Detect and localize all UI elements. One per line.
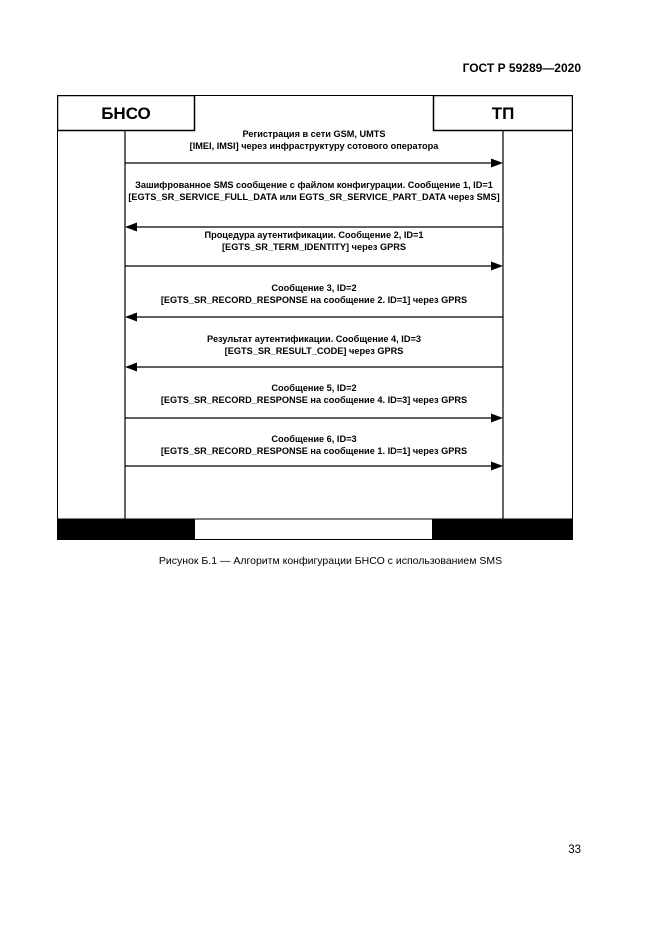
right-actor-label: ТП bbox=[491, 104, 515, 123]
message-line2: [EGTS_SR_RESULT_CODE] через GPRS bbox=[224, 346, 404, 356]
message-arrow-7 bbox=[125, 462, 503, 471]
right-actor-footer bbox=[432, 519, 573, 540]
document-standard-number: ГОСТ Р 59289—2020 bbox=[462, 61, 581, 75]
message-arrow-5 bbox=[125, 363, 503, 372]
message-arrow-6 bbox=[125, 414, 503, 423]
message-label-1 bbox=[125, 128, 503, 152]
message-label-4 bbox=[125, 282, 503, 306]
message-label-2 bbox=[125, 179, 503, 203]
message-line2: [EGTS_SR_TERM_IDENTITY] через GPRS bbox=[222, 242, 406, 252]
message-line1: Процедура аутентификации. Сообщение 2, ID=1 bbox=[204, 230, 424, 240]
message-line1: Результат аутентификации. Сообщение 4, ID=3 bbox=[207, 334, 421, 344]
left-actor-label: БНСО bbox=[101, 104, 151, 123]
figure-caption: Рисунок Б.1 — Алгоритм конфигурации БНСО с использованием SMS bbox=[158, 555, 503, 567]
message-line1: Сообщение 3, ID=2 bbox=[271, 283, 357, 293]
message-label-7 bbox=[125, 433, 503, 457]
message-line2: [EGTS_SR_RECORD_RESPONSE на сообщение 4. ID=3] через GPRS bbox=[160, 395, 468, 405]
message-line2: [EGTS_SR_RECORD_RESPONSE на сообщение 2. ID=1] через GPRS bbox=[160, 295, 468, 305]
message-line2: [EGTS_SR_RECORD_RESPONSE на сообщение 1. ID=1] через GPRS bbox=[160, 446, 468, 456]
message-arrow-3 bbox=[125, 262, 503, 271]
sequence-diagram bbox=[57, 95, 573, 540]
left-actor-footer bbox=[57, 519, 195, 540]
page-number: 33 bbox=[568, 844, 581, 856]
message-arrow-1 bbox=[125, 159, 503, 168]
message-label-6 bbox=[125, 382, 503, 406]
message-arrow-4 bbox=[125, 313, 503, 322]
message-label-3 bbox=[125, 229, 503, 253]
message-line2: [EGTS_SR_SERVICE_FULL_DATA или EGTS_SR_SERVICE_PART_DATA через SMS] bbox=[128, 192, 500, 202]
message-line1: Регистрация в сети GSM, UMTS bbox=[242, 129, 386, 139]
message-line2: [IMEI, IMSI] через инфраструктуру сотового оператора bbox=[189, 141, 439, 151]
message-label-5 bbox=[125, 333, 503, 357]
message-line1: Зашифрованное SMS сообщение с файлом конфигурации. Сообщение 1, ID=1 bbox=[135, 180, 493, 190]
message-line1: Сообщение 6, ID=3 bbox=[271, 434, 357, 444]
sequence-diagram-frame bbox=[57, 95, 573, 540]
message-line1: Сообщение 5, ID=2 bbox=[271, 383, 357, 393]
